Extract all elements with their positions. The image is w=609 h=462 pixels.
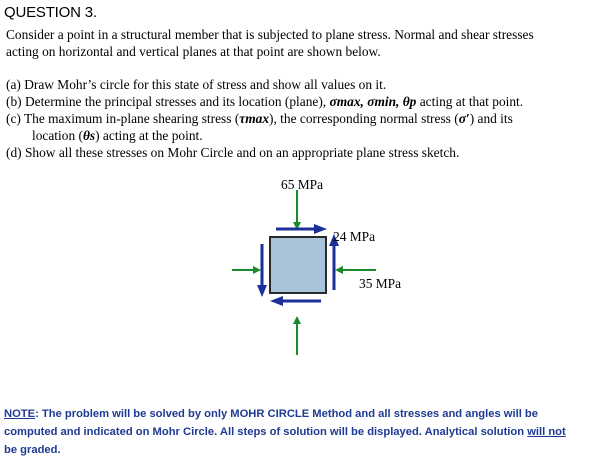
- question-heading: QUESTION 3.: [4, 4, 97, 21]
- stress-block: [270, 237, 326, 293]
- normal-stress-label-horizontal: 35 MPa: [359, 276, 402, 291]
- item-b-tail: acting at that point.: [416, 94, 524, 109]
- note-block: [4, 405, 608, 459]
- note-label: NOTE: [4, 408, 36, 420]
- intro-line-2: acting on horizontal and vertical planes at that point are shown below.: [6, 44, 381, 59]
- note-line-1: [4, 405, 608, 423]
- item-d: (d) Show all these stresses on Mohr Circle and on an appropriate plane stress sketch.: [6, 145, 460, 160]
- item-c2-tail: ) acting at the point.: [95, 128, 203, 143]
- item-c-mid: ), the corresponding normal stress (: [269, 111, 459, 126]
- note-text-2: computed and indicated on Mohr Circle. All steps of solution will be displayed. Analytical solution: [4, 426, 528, 438]
- note-line-2: [4, 423, 608, 441]
- item-c-tail: ) and its: [469, 111, 513, 126]
- bottom-shear-arrow: [270, 296, 321, 306]
- tau-max-symbol: τmax: [239, 111, 270, 126]
- note-emphasis: will not: [527, 426, 566, 438]
- note-text-1: : The problem will be solved by only MOHR CIRCLE Method and all stresses and angles will be: [35, 408, 538, 420]
- note-line-3: be graded.: [4, 444, 61, 456]
- item-c-text: (c) The maximum in-plane shearing stress (: [6, 111, 240, 126]
- sigma-prime-symbol: σ′: [458, 111, 470, 126]
- top-shear-arrow: [276, 224, 327, 234]
- item-b-text: (b) Determine the principal stresses and its location (plane),: [6, 94, 330, 109]
- theta-s-symbol: θs: [82, 128, 96, 143]
- shear-stress-label: 24 MPa: [333, 229, 376, 244]
- intro-line-1: Consider a point in a structural member that is subjected to plane stress. Normal and shear stresses: [6, 27, 534, 42]
- normal-stress-label-vertical: 65 MPa: [281, 177, 324, 192]
- item-c2-text: location (: [32, 128, 83, 143]
- item-a: (a) Draw Mohr’s circle for this state of stress and show all values on it.: [6, 77, 387, 92]
- item-b-symbols: σmax, σmin, θp: [329, 94, 417, 109]
